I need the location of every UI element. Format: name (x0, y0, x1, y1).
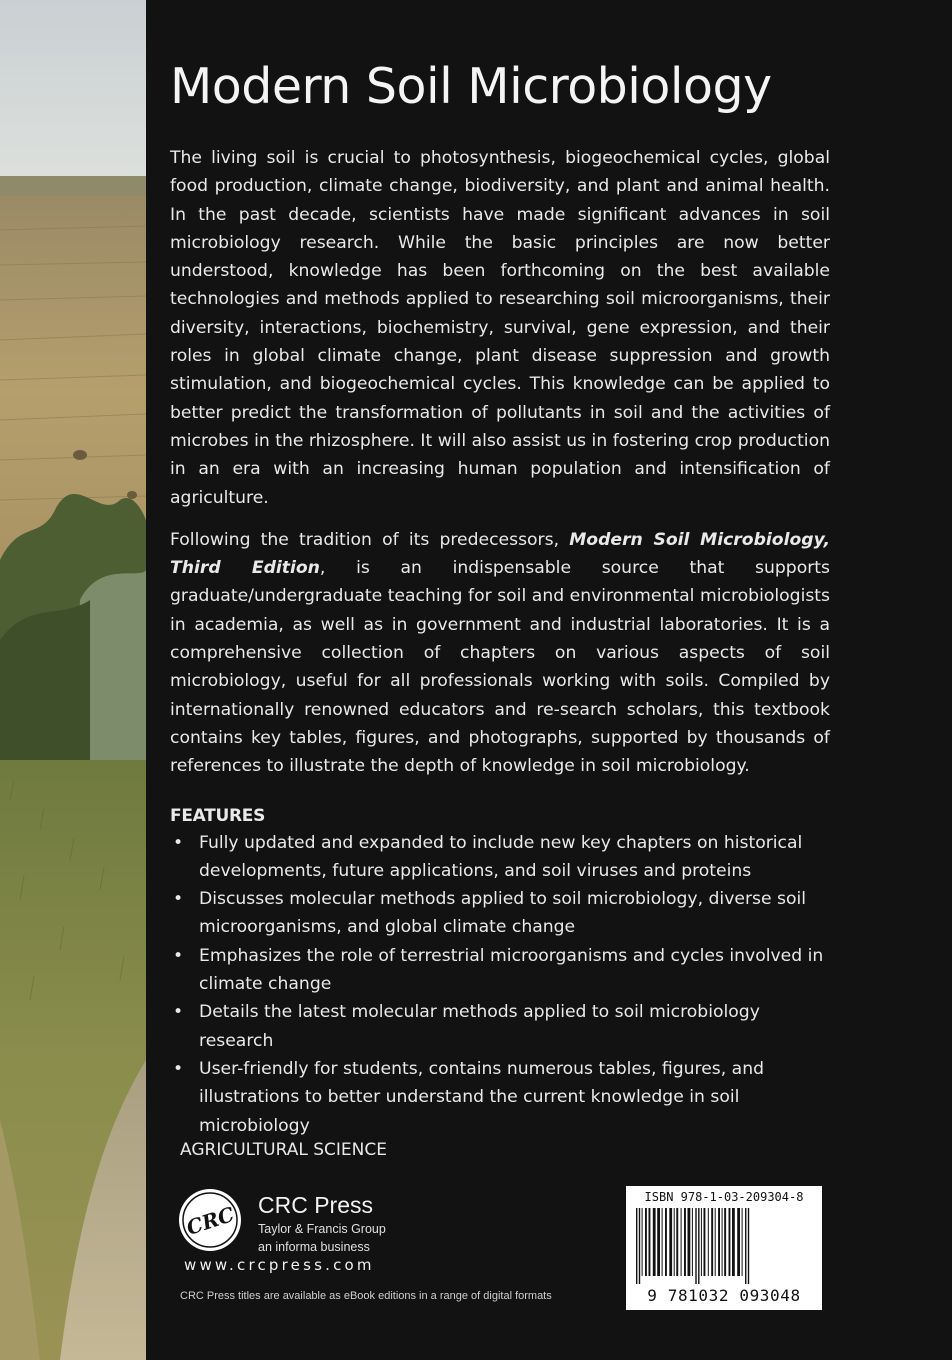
barcode-bar (657, 1208, 660, 1276)
text-panel (146, 0, 952, 1360)
barcode-bar (708, 1208, 709, 1276)
barcode-bar (669, 1208, 672, 1276)
publisher-group: Taylor & Francis Group (258, 1222, 386, 1236)
barcode-bar (732, 1208, 735, 1276)
publisher-name: CRC Press (258, 1192, 374, 1218)
barcode-bar (715, 1208, 716, 1276)
isbn-barcode (626, 1186, 822, 1310)
crc-logo-text: CRC (183, 1202, 238, 1240)
barcode-bar (662, 1208, 663, 1276)
bullet-icon: • (173, 1058, 184, 1079)
features-list (170, 829, 830, 1140)
feature-text: Emphasizes the role of terrestrial microorganisms and cycles involved in climate change (199, 945, 824, 995)
paragraph-2-book-title: Modern Soil Microbiology, Third Edition (170, 529, 830, 579)
barcode-bar (653, 1208, 656, 1276)
crc-logo-icon (178, 1188, 242, 1252)
feature-item (170, 942, 830, 999)
barcode-bar (649, 1208, 651, 1276)
bullet-icon: • (173, 832, 184, 853)
barcode-bar (688, 1208, 691, 1276)
barcode-bar (711, 1208, 713, 1276)
feature-text: Discusses molecular methods applied to soil microbiology, diverse soil microorganisms, and global climate change (199, 889, 807, 938)
bullet-icon: • (173, 1002, 184, 1023)
subject-category: AGRICULTURAL SCIENCE (180, 1140, 387, 1160)
feature-item (170, 1055, 830, 1140)
barcode-bars (632, 1208, 816, 1284)
description-paragraph-1: The living soil is crucial to photosynthesis, biogeochemical cycles, global food production, climate change, biodiversity, and plant and animal health. In the past decade, scientists have made significant advances in soil microbiology research. While the basic principles are now better understood, knowledge has been forthcoming on the best available technologies and methods applied to researching soil microorganisms, their diversity, interactions, biochemistry, survival, gene expression, and their roles in global climate change, plant disease suppression and growth stimulation, and biogeochemical cycles. This knowledge can be applied to better predict the transformation of pollutants in soil and the activities of microbes in the rhizosphere. It will also assist us in fostering crop production in an era with an increasing human population and intensification of agriculture. (170, 148, 830, 508)
barcode-bar (722, 1208, 723, 1276)
landscape-photo (0, 0, 146, 1360)
barcode-bar (695, 1208, 696, 1284)
barcode-bar (701, 1208, 702, 1276)
features-heading: FEATURES (170, 805, 266, 826)
barcode-bar (642, 1208, 643, 1276)
barcode-bar (684, 1208, 686, 1276)
barcode-bar (737, 1208, 740, 1276)
barcode-bar (748, 1208, 749, 1284)
barcode-bar (665, 1208, 667, 1276)
feature-item (170, 998, 830, 1055)
feature-text: Fully updated and expanded to include new key chapters on historical developments, future applications, and soil viruses and proteins (199, 832, 803, 881)
publisher-informa: an informa business (258, 1240, 370, 1254)
description-paragraph-2 (170, 526, 830, 781)
book-title: Modern Soil Microbiology (170, 58, 772, 115)
bullet-icon: • (173, 945, 184, 966)
bullet-icon: • (173, 889, 184, 910)
barcode-bar (645, 1208, 647, 1276)
barcode-bar (724, 1208, 726, 1276)
feature-item (170, 829, 830, 886)
barcode-bar (639, 1208, 640, 1284)
barcode-bar (676, 1208, 678, 1276)
barcode-digits: 9 781032 093048 (647, 1286, 801, 1305)
feature-item (170, 885, 830, 942)
publisher-website: www.crcpress.com (184, 1256, 375, 1274)
barcode-bar (718, 1208, 720, 1276)
isbn-label: ISBN 978-1-03-209304-8 (644, 1190, 804, 1204)
barcode-bar (742, 1208, 743, 1276)
description (170, 144, 830, 1140)
barcode-bar (745, 1208, 746, 1284)
barcode-bar (636, 1208, 637, 1284)
feature-text: User-friendly for students, contains numerous tables, figures, and illustrations to better understand the current knowledge in soil microbiology (199, 1058, 764, 1136)
paragraph-2-intro: Following the tradition of its predecessors, (170, 529, 570, 550)
barcode-bar (729, 1208, 731, 1276)
barcode-bar (692, 1208, 693, 1276)
paragraph-2-rest: , is an indispensable source that supports graduate/undergraduate teaching for soil and environmental microbiologists in academia, as well as in government and industrial laboratories. It is a comprehensive collection of chapters on various aspects of soil microbiology, useful for all professionals working with soils. Compiled by internationally renowned educators and re-search scholars, this textbook contains key tables, figures, and photographs, supported by thousands of references to illustrate the depth of knowledge in soil microbiology. (170, 558, 830, 777)
barcode-bar (681, 1208, 682, 1276)
feature-text: Details the latest molecular methods applied to soil microbiology research (199, 1002, 760, 1051)
barcode-bar (698, 1208, 699, 1284)
barcode-bar (704, 1208, 706, 1276)
ebook-note: CRC Press titles are available as eBook editions in a range of digital formats (180, 1290, 552, 1302)
barcode-bar (674, 1208, 675, 1276)
